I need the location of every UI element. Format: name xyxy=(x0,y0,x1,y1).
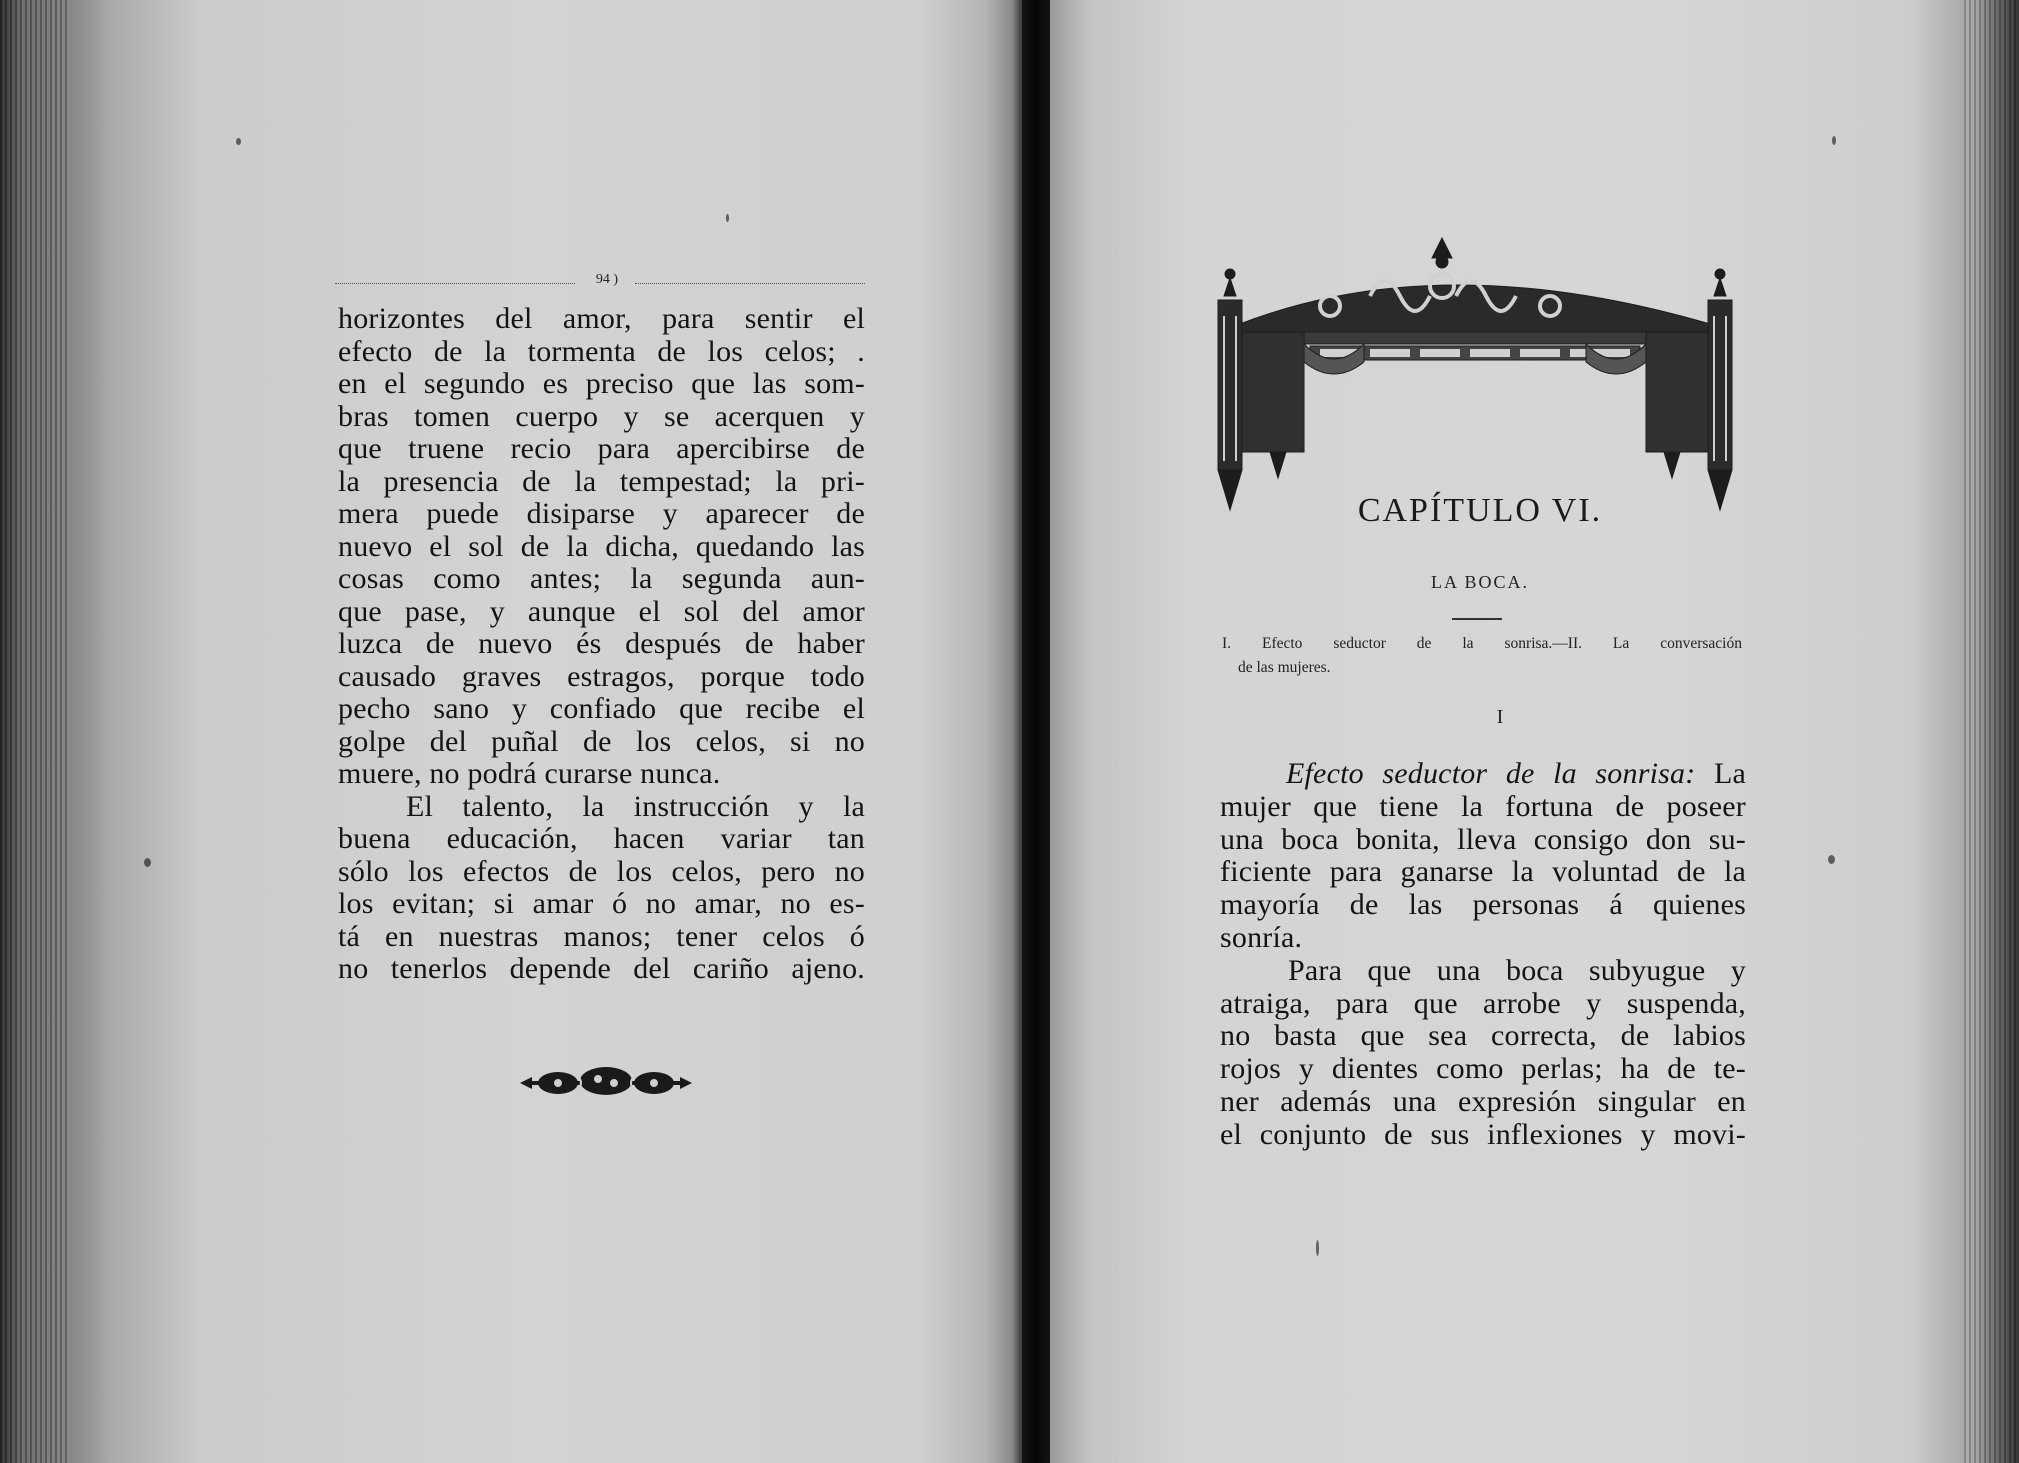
fleuron-ornament xyxy=(518,1066,694,1100)
page-edge-right xyxy=(1964,0,2019,1463)
chapter-title: CAPÍTULO VI. xyxy=(1357,492,1603,529)
chapter-header-ornament xyxy=(1210,236,1740,536)
text-line: el conjunto de sus inflexiones y movi- xyxy=(1220,1117,1746,1151)
right-body-text xyxy=(1220,758,1746,1152)
summary-line: I. Efecto seductor de la sonrisa.—II. La conversación xyxy=(1222,635,1742,652)
chapter-subject: LA BOCA. xyxy=(1430,572,1529,592)
text-line: tá en nuestras manos; tener celos ó xyxy=(338,919,865,953)
text-line: mayoría de las personas á quienes xyxy=(1220,888,1746,922)
page-edge-left xyxy=(0,0,70,1463)
summary-line: de las mujeres. xyxy=(1238,659,1331,676)
header-rule-right xyxy=(635,283,865,284)
text-line: no basta que sea correcta, de labios xyxy=(1220,1019,1746,1053)
text-line: en el segundo es preciso que las som- xyxy=(338,367,865,400)
header-rule-left xyxy=(335,283,575,284)
text-line: los evitan; si amar ó no amar, no es- xyxy=(338,887,865,920)
text-line: mera puede disiparse y aparecer de xyxy=(338,497,865,530)
text-line: horizontes del amor, para sentir el xyxy=(338,302,865,335)
right-page xyxy=(1050,0,2019,1463)
text-line: rojos y dientes como perlas; ha de te- xyxy=(1220,1052,1746,1086)
ink-speck xyxy=(144,858,151,867)
text-line: causado graves estragos, porque todo xyxy=(338,659,865,693)
text-fragment: La xyxy=(1713,757,1746,790)
text-line: que pase, y aunque el sol del amor xyxy=(338,594,865,628)
section-heading: Efecto seductor de la sonrisa: xyxy=(1286,757,1696,790)
book-gutter xyxy=(1022,0,1050,1463)
text-line: ficiente para ganarse la voluntad de la xyxy=(1220,855,1746,889)
text-line: luzca de nuevo és después de haber xyxy=(338,627,865,660)
text-line: Para que una boca subyugue y xyxy=(1288,953,1746,987)
ink-speck xyxy=(236,138,241,145)
text-line: sólo los efectos de los celos, pero no xyxy=(338,854,865,888)
text-line: nuevo el sol de la dicha, quedando las xyxy=(338,529,865,563)
text-line: no tenerlos depende del cariño ajeno. xyxy=(338,952,865,985)
text-line: bras tomen cuerpo y se acerquen y xyxy=(338,399,865,433)
text-line: una boca bonita, lleva consigo don su- xyxy=(1220,822,1746,856)
text-line: mujer que tiene la fortuna de poseer xyxy=(1220,789,1746,823)
text-line: buena educación, hacen variar tan xyxy=(338,822,865,855)
text-line: sonría. xyxy=(1220,920,1303,954)
ink-speck xyxy=(726,214,729,222)
text-line: efecto de la tormenta de los celos; . xyxy=(338,334,865,368)
section-numeral: I xyxy=(1496,706,1504,728)
chapter-summary xyxy=(1222,632,1742,680)
ink-speck xyxy=(1832,136,1836,145)
ink-speck xyxy=(1316,1240,1319,1256)
page-number: 94 ) xyxy=(595,272,619,287)
text-line: pecho sano y confiado que recibe el xyxy=(338,692,865,725)
section-lead-line xyxy=(1220,758,1746,791)
text-line: muere, no podrá curarse nunca. xyxy=(338,757,721,790)
text-line: que truene recio para apercibirse de xyxy=(338,432,865,465)
chapter-rule xyxy=(1452,618,1502,620)
running-head xyxy=(335,272,865,292)
text-line: cosas como antes; la segunda aun- xyxy=(338,562,865,595)
text-line: golpe del puñal de los celos, si no xyxy=(338,724,865,758)
left-body-text xyxy=(338,303,865,986)
text-line: atraiga, para que arrobe y suspenda, xyxy=(1220,986,1746,1020)
ink-speck xyxy=(1828,855,1835,864)
text-line: ner además una expresión singular en xyxy=(1220,1084,1746,1118)
text-line: El talento, la instrucción y la xyxy=(406,789,865,823)
text-line: la presencia de la tempestad; la pri- xyxy=(338,464,865,498)
